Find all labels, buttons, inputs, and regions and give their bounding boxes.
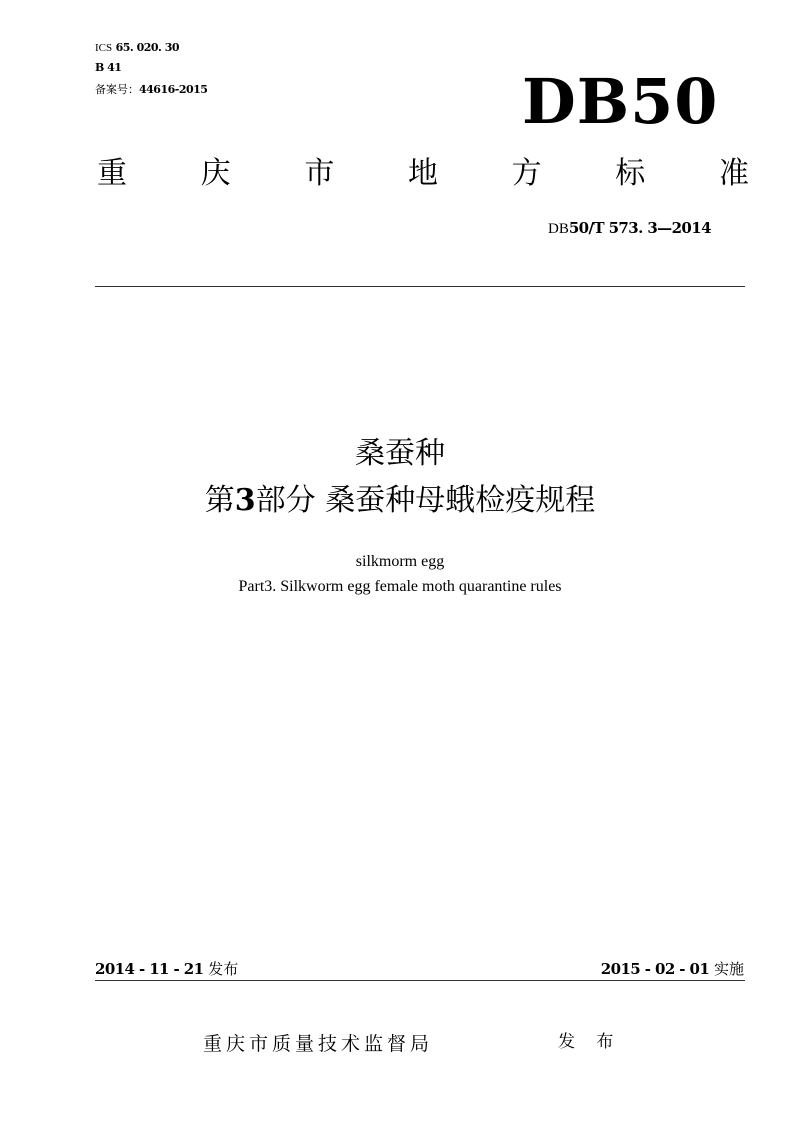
ics-label: ICS (95, 42, 113, 54)
ics-value: 65. 020. 30 (115, 41, 180, 54)
english-title: silkmorm egg (355, 553, 445, 570)
standard-number (548, 217, 711, 240)
standard-number-value: 50/T 573. 3—2014 (568, 219, 711, 237)
class-code-line (95, 60, 121, 76)
record-label: 备案号： (95, 83, 139, 96)
impl-date-line (601, 958, 744, 980)
standard-type-char: 准 (718, 156, 749, 191)
issue-date-line (95, 958, 238, 980)
standard-type-char: 庆 (200, 156, 231, 191)
impl-label: 实施 (713, 960, 744, 978)
subtitle-post: 部分 桑蚕种母蛾检疫规程 (255, 483, 596, 518)
standard-type-char: 重 (97, 156, 127, 191)
subtitle-part-number: 3 (234, 483, 256, 518)
issuer-name: 重庆市质量技术监督局 (203, 1033, 434, 1055)
standard-type-char: 方 (511, 156, 542, 191)
standard-code: DB50 (522, 65, 719, 138)
class-code: B 41 (95, 61, 122, 74)
footer-divider (95, 980, 745, 981)
doc-subtitle (0, 480, 800, 522)
english-subtitle: Part3. Silkworm egg female moth quarantine rules (238, 578, 562, 595)
standard-type-char: 地 (407, 156, 438, 191)
issue-date: 2014 - 11 - 21 (95, 960, 204, 978)
issue-word: 发 布 (558, 1032, 622, 1052)
record-line (95, 82, 207, 98)
ics-line (95, 40, 179, 56)
subtitle-pre: 第 (204, 483, 235, 518)
record-value: 44616-2015 (139, 83, 208, 96)
impl-date: 2015 - 02 - 01 (600, 960, 710, 978)
standard-type (97, 152, 749, 196)
issue-label: 发布 (208, 960, 239, 978)
standard-type-char: 市 (304, 156, 335, 191)
standard-type-char: 标 (615, 156, 646, 191)
doc-title: 桑蚕种 (355, 436, 445, 471)
header-divider (95, 286, 745, 287)
standard-number-prefix: DB (548, 221, 569, 237)
